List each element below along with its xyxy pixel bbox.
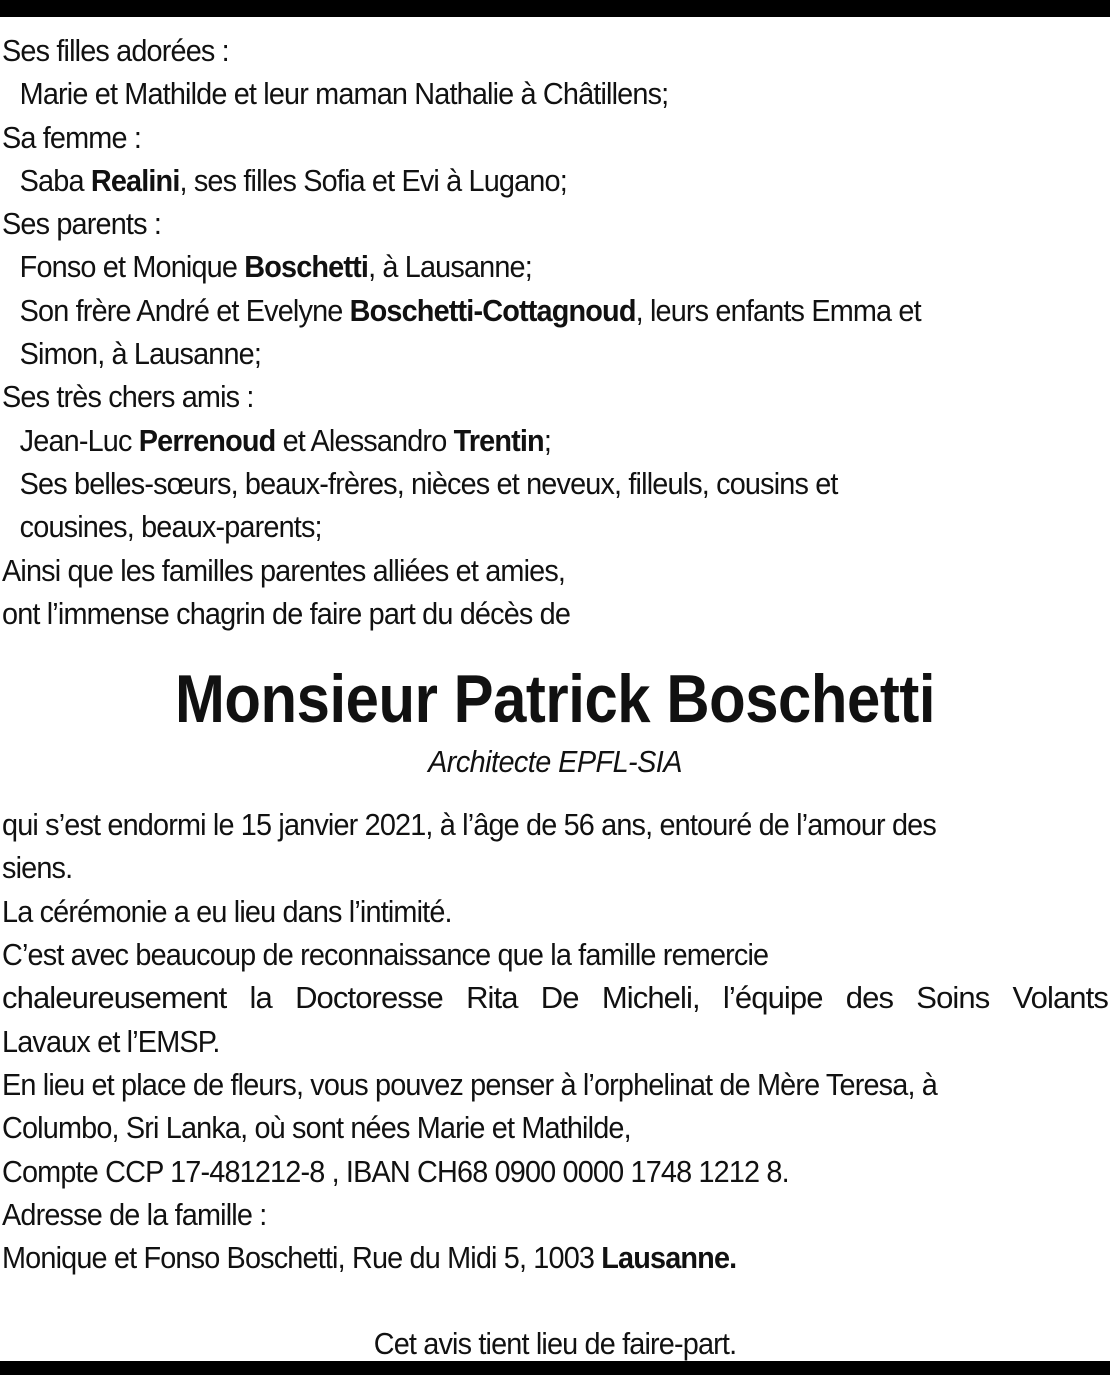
thanks-word: des bbox=[845, 980, 894, 1016]
address-line bbox=[2, 1236, 1031, 1279]
parents-rest: , à Lausanne; bbox=[368, 249, 532, 285]
flowers-line-2: Columbo, Sri Lanka, où sont nées Marie et Mathilde, bbox=[2, 1110, 631, 1146]
wife-first: Saba bbox=[19, 162, 91, 198]
spacer bbox=[2, 1279, 1108, 1322]
thanks-word: Rita bbox=[466, 980, 518, 1016]
thanks-word: chaleureusement bbox=[2, 980, 227, 1016]
inlaws-line-1: Ses belles-sœurs, beaux-frères, nièces et neveux, filleuls, cousins et bbox=[19, 465, 838, 501]
thanks-word: Volants bbox=[1012, 980, 1108, 1016]
brother-line bbox=[2, 289, 1031, 332]
brother-surname: Boschetti-Cottagnoud bbox=[349, 292, 636, 328]
thanks-line-3: Lavaux et l’EMSP. bbox=[2, 1023, 220, 1059]
parents-surname: Boschetti bbox=[244, 249, 369, 285]
wife-rest: , ses filles Sofia et Evi à Lugano; bbox=[179, 162, 567, 198]
wife-heading: Sa femme : bbox=[2, 119, 142, 155]
friends-line bbox=[2, 419, 1031, 462]
daughters-line: Marie et Mathilde et leur maman Nathalie à Châtillens; bbox=[19, 76, 669, 112]
thanks-word: Micheli, bbox=[601, 980, 700, 1016]
friend2-surname: Trentin bbox=[453, 422, 544, 458]
friends-end: ; bbox=[543, 422, 552, 458]
thanks-word: Soins bbox=[916, 980, 990, 1016]
friend1-surname: Perrenoud bbox=[138, 422, 276, 458]
brother-first: Son frère André et Evelyne bbox=[19, 292, 350, 328]
thanks-word: De bbox=[540, 980, 579, 1016]
flowers-line-1: En lieu et place de fleurs, vous pouvez penser à l’orphelinat de Mère Teresa, à bbox=[2, 1066, 937, 1102]
friends-heading: Ses très chers amis : bbox=[2, 379, 254, 415]
passed-line-2: siens. bbox=[2, 850, 73, 886]
account-line: Compte CCP 17-481212-8 , IBAN CH68 0900 0000 1748 1212 8. bbox=[2, 1153, 789, 1189]
deceased-profession: Architecte EPFL-SIA bbox=[428, 744, 682, 780]
bottom-rule bbox=[0, 1361, 1110, 1375]
top-rule bbox=[0, 0, 1110, 17]
thanks-word: l’équipe bbox=[722, 980, 823, 1016]
brother-rest: , leurs enfants Emma et bbox=[635, 292, 921, 328]
address-heading: Adresse de la famille : bbox=[2, 1196, 267, 1232]
thanks-word: Doctoresse bbox=[295, 980, 443, 1016]
parents-first: Fonso et Monique bbox=[19, 249, 245, 285]
families-line: Ainsi que les familles parentes alliées et amies, bbox=[2, 552, 566, 588]
friend1-first: Jean-Luc bbox=[19, 422, 139, 458]
wife-line bbox=[2, 159, 1031, 202]
parents-heading: Ses parents : bbox=[2, 206, 162, 242]
footer-note: Cet avis tient lieu de faire-part. bbox=[373, 1326, 737, 1362]
brother-line-2: Simon, à Lausanne; bbox=[19, 336, 262, 372]
passed-line-1: qui s’est endormi le 15 janvier 2021, à l’âge de 56 ans, entouré de l’amour des bbox=[2, 807, 936, 843]
thanks-word: la bbox=[249, 980, 272, 1016]
thanks-line-1: C’est avec beaucoup de reconnaissance que la famille remercie bbox=[2, 937, 769, 973]
parents-line bbox=[2, 245, 1031, 288]
address-city: Lausanne. bbox=[601, 1240, 737, 1276]
announce-line: ont l’immense chagrin de faire part du décès de bbox=[2, 595, 571, 631]
ceremony-line: La cérémonie a eu lieu dans l’intimité. bbox=[2, 893, 452, 929]
daughters-heading: Ses filles adorées : bbox=[2, 33, 229, 68]
wife-surname: Realini bbox=[90, 162, 180, 198]
deceased-name: Monsieur Patrick Boschetti bbox=[174, 661, 936, 738]
friends-and: et Alessandro bbox=[275, 422, 454, 458]
address-text: Monique et Fonso Boschetti, Rue du Midi 5, 1003 bbox=[2, 1240, 602, 1276]
inlaws-line-2: cousines, beaux-parents; bbox=[19, 509, 322, 545]
obituary-notice bbox=[2, 29, 1108, 1366]
thanks-line-2 bbox=[2, 976, 1108, 1019]
